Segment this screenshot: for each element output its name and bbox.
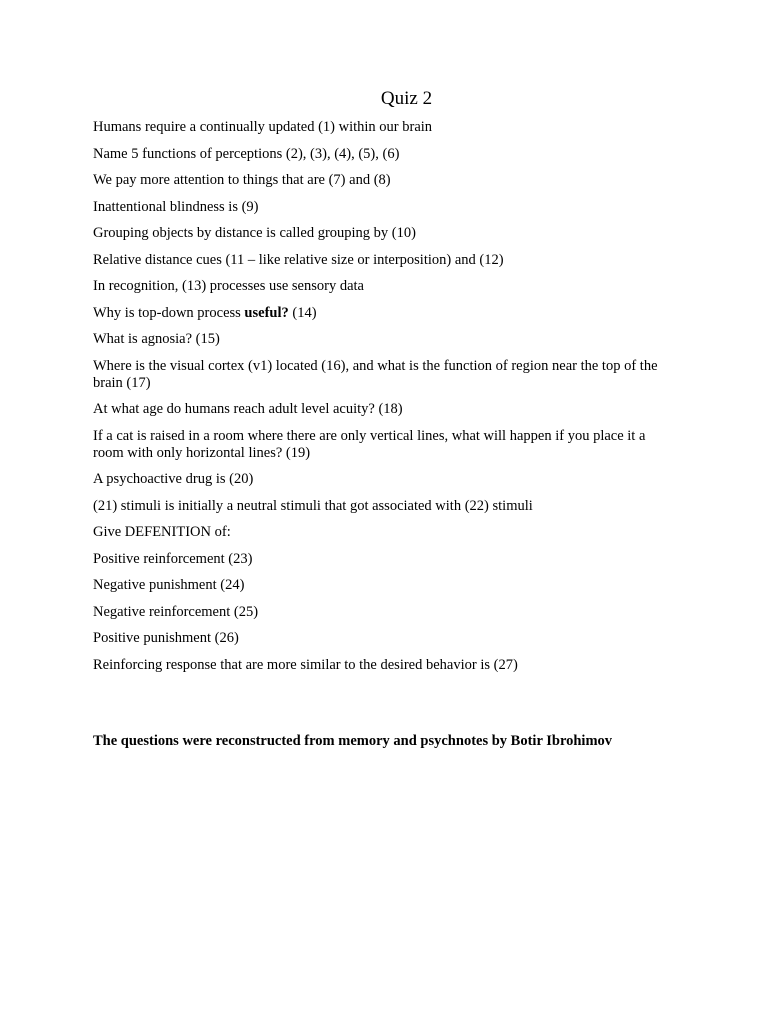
question-4: Inattentional blindness is (9) — [93, 198, 259, 215]
question-6: Relative distance cues (11 – like relative size or interposition) and (12) — [93, 251, 504, 268]
definitions-heading: Give DEFENITION of: — [93, 524, 231, 540]
question-7: In recognition, (13) processes use sensory data — [93, 278, 364, 294]
question-list — [93, 119, 678, 683]
question-11: At what age do humans reach adult level acuity? (18) — [93, 401, 403, 417]
question-1: Humans require a continually updated (1) within our brain — [93, 119, 433, 135]
question-18: Positive punishment (26) — [93, 630, 239, 646]
question-10: Where is the visual cortex (v1) located (16), and what is the function of region near the top of the brain (17) — [93, 357, 658, 391]
question-8 — [93, 305, 678, 322]
question-5: Grouping objects by distance is called grouping by (10) — [93, 225, 416, 241]
document-title: Quiz 2 — [380, 88, 433, 109]
question-16: Negative punishment (24) — [93, 577, 245, 593]
credit-note: The questions were reconstructed from memory and psychnotes by Botir Ibrohimov — [93, 733, 613, 749]
question-12: If a cat is raised in a room where there are only vertical lines, what will happen if you place it a room with only horizontal lines? (19) — [93, 427, 646, 461]
question-8-text-before: Why is top-down process — [93, 304, 245, 321]
question-17: Negative reinforcement (25) — [93, 603, 259, 620]
question-8-bold-text: useful? — [244, 304, 289, 321]
question-9: What is agnosia? (15) — [93, 331, 220, 347]
question-15: Positive reinforcement (23) — [93, 550, 253, 567]
question-8-text-after: (14) — [288, 304, 317, 321]
question-3: We pay more attention to things that are (7) and (8) — [93, 172, 391, 188]
question-14: (21) stimuli is initially a neutral stimuli that got associated with (22) stimuli — [93, 497, 533, 514]
question-19: Reinforcing response that are more similar to the desired behavior is (27) — [93, 656, 518, 673]
question-2: Name 5 functions of perceptions (2), (3), (4), (5), (6) — [93, 145, 400, 162]
question-13: A psychoactive drug is (20) — [93, 471, 254, 487]
